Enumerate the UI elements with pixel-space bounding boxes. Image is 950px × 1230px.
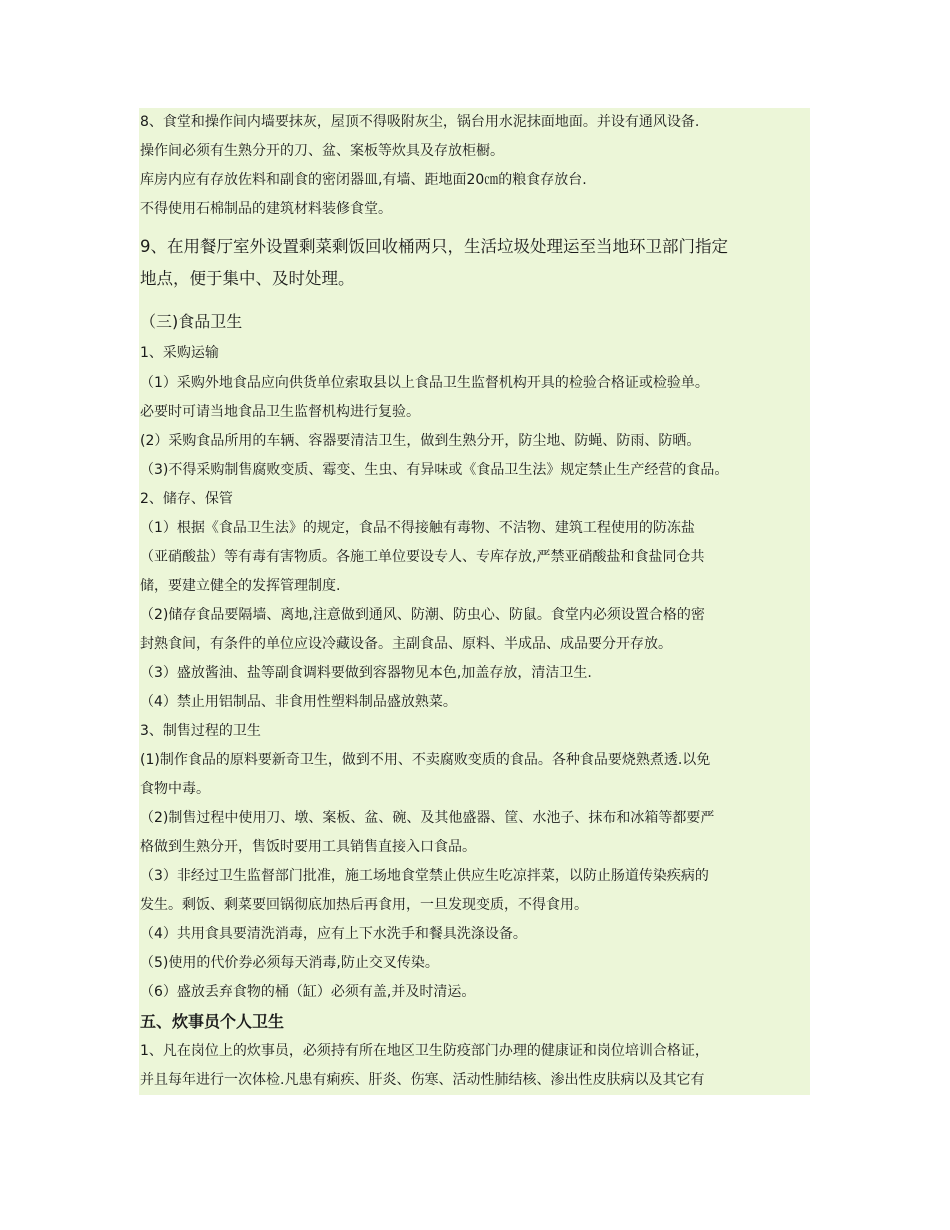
text-line: 储，要建立健全的发挥管理制度. (139, 572, 810, 601)
text-line: 9、在用餐厅室外设置剩菜剩饭回收桶两只，生活垃圾处理运至当地环卫部门指定 (139, 224, 810, 264)
section-heading: （三)食品卫生 (139, 300, 810, 338)
text-line: 库房内应有存放佐料和副食的密闭器皿,有墙、距地面20㎝的粮食存放台. (139, 166, 810, 195)
text-line: 并且每年进行一次体检.凡患有痢疾、肝炎、伤寒、活动性肺结核、渗出性皮肤病以及其它有 (139, 1066, 810, 1095)
text-line: （6）盛放丢弃食物的桶（缸）必须有盖,并及时清运。 (139, 978, 810, 1007)
text-line: （亚硝酸盐）等有毒有害物质。各施工单位要设专人、专库存放,严禁亚硝酸盐和食盐同仓共 (139, 543, 810, 572)
text-line: 不得使用石棉制品的建筑材料装修食堂。 (139, 195, 810, 224)
text-line: 8、食堂和操作间内墙要抹灰，屋顶不得吸附灰尘，锅台用水泥抹面地面。并设有通风设备. (139, 108, 810, 137)
text-line: 封熟食间，有条件的单位应设冷藏设备。主副食品、原料、半成品、成品要分开存放。 (139, 630, 810, 659)
text-line: 操作间必须有生熟分开的刀、盆、案板等炊具及存放柜橱。 (139, 137, 810, 166)
text-line: （5)使用的代价券必须每天消毒,防止交叉传染。 (139, 949, 810, 978)
text-line: (1)制作食品的原料要新奇卫生，做到不用、不卖腐败变质的食品。各种食品要烧熟煮透.以免 (139, 746, 810, 775)
text-line: 必要时可请当地食品卫生监督机构进行复验。 (139, 398, 810, 427)
text-line: 食物中毒。 (139, 775, 810, 804)
section-heading: 五、炊事员个人卫生 (139, 1007, 810, 1037)
text-line: 发生。剩饭、剩菜要回锅彻底加热后再食用，一旦发现变质，不得食用。 (139, 891, 810, 920)
text-line: 地点，便于集中、及时处理。 (139, 264, 810, 300)
text-line: （2)制售过程中使用刀、墩、案板、盆、碗、及其他盛器、筐、水池子、抹布和冰箱等都要严 (139, 804, 810, 833)
text-line: （1）根据《食品卫生法》的规定，食品不得接触有毒物、不洁物、建筑工程使用的防冻盐 (139, 514, 810, 543)
text-line: （4）禁止用铝制品、非食用性塑料制品盛放熟菜。 (139, 688, 810, 717)
subsection-heading: 2、储存、保管 (139, 485, 810, 514)
text-line: （1）采购外地食品应向供货单位索取县以上食品卫生监督机构开具的检验合格证或检验单。 (139, 369, 810, 398)
text-line: 格做到生熟分开，售饭时要用工具销售直接入口食品。 (139, 833, 810, 862)
text-line: （2)储存食品要隔墙、离地,注意做到通风、防潮、防虫心、防鼠。食堂内必须设置合格的密 (139, 601, 810, 630)
subsection-heading: 1、采购运输 (139, 338, 810, 369)
text-line: 1、凡在岗位上的炊事员，必须持有所在地区卫生防疫部门办理的健康证和岗位培训合格证， (139, 1037, 810, 1066)
text-line: （3)不得采购制售腐败变质、霉变、生虫、有异味或《食品卫生法》规定禁止生产经营的食品。 (139, 456, 810, 485)
subsection-heading: 3、制售过程的卫生 (139, 717, 810, 746)
text-line: （3）非经过卫生监督部门批准，施工场地食堂禁止供应生吃凉拌菜，以防止肠道传染疾病的 (139, 862, 810, 891)
document-body (139, 108, 810, 1095)
text-line: （4）共用食具要清洗消毒，应有上下水洗手和餐具洗涤设备。 (139, 920, 810, 949)
text-line: (2）采购食品所用的车辆、容器要清洁卫生，做到生熟分开，防尘地、防蝇、防雨、防晒。 (139, 427, 810, 456)
text-line: （3）盛放酱油、盐等副食调料要做到容器物见本色,加盖存放，清洁卫生. (139, 659, 810, 688)
